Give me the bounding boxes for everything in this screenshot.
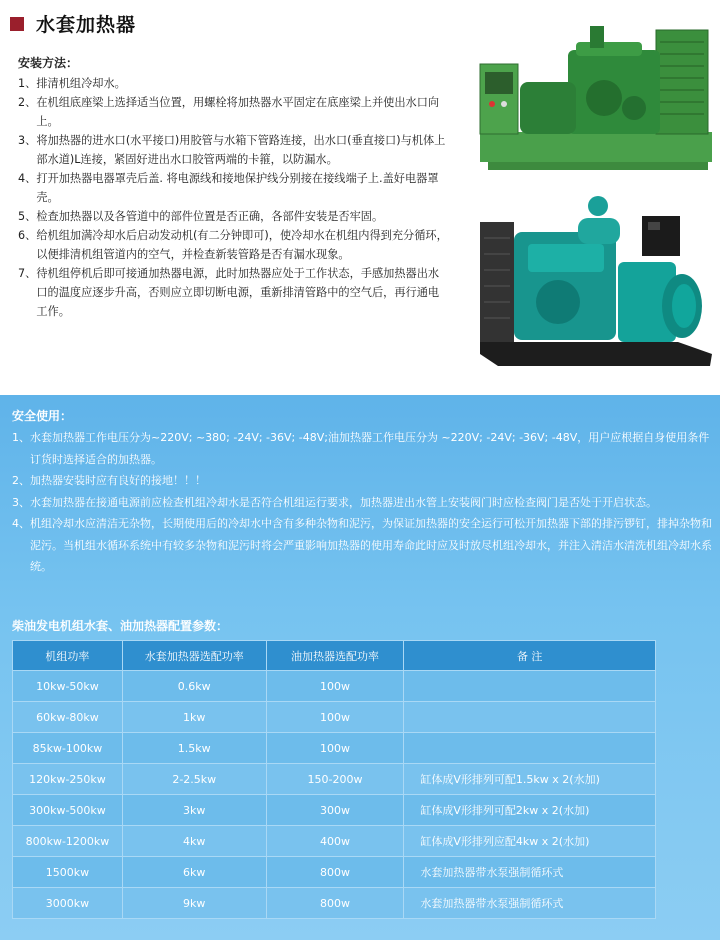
table-cell: 100w (266, 733, 404, 764)
table-cell: 120kw-250kw (13, 764, 123, 795)
table-cell: 0.6kw (122, 671, 266, 702)
install-item: 6、 给机组加满冷却水后启动发动机(有二分钟即可)，使冷却水在机组内得到充分循环，以便排清机组管道内的空气，并检查新装管路是否有漏水现象。 (18, 229, 448, 261)
generator-image-teal (478, 192, 714, 368)
safety-section (12, 407, 712, 578)
col-header: 机组功率 (13, 641, 123, 671)
safety-item: 1、 水套加热器工作电压分为~220V; ~380; -24V; -36V; -48V;油加热器工作电压分为 ~220V; -24V; -36V; -48V，用户应根据自身使用条件订货时选择适合的加热器。 (12, 431, 710, 466)
table-cell: 4kw (122, 826, 266, 857)
table-cell: 85kw-100kw (13, 733, 123, 764)
table-row (13, 888, 656, 919)
table-cell (404, 671, 656, 702)
spec-header-row (13, 641, 656, 671)
install-section (18, 54, 448, 321)
safety-item: 4、 机组冷却水应清洁无杂物，长期使用后的冷却水中含有多种杂物和泥污，为保证加热器的安全运行可松开加热器下部的排污锣钉，排掉杂物和泥污。当机组水循环系统中有较多杂物和泥污时将会严重影响加热器的使用寿命此时应及时放尽机组冷却水，并注入清洁水清洗机组冷却水系统。 (12, 517, 712, 573)
table-cell: 800w (266, 888, 404, 919)
table-row (13, 702, 656, 733)
safety-heading: 安全使用： (12, 409, 73, 423)
install-item: 7、 待机组停机后即可接通加热器电源，此时加热器应处于工作状态，手感加热器出水口的温度应逐步升高，否则应立即切断电源，重新排清管路中的空气后，再行通电工作。 (18, 267, 440, 318)
install-item: 3、 将加热器的进水口(水平接口)用胶管与水箱下管路连接，出水口(垂直接口)与机体上部水道)L连接，紧固好进出水口胶管两端的卡箍，以防漏水。 (18, 134, 446, 166)
safety-item: 3、 水套加热器在接通电源前应检查机组冷却水是否符合机组运行要求，加热器进出水管上安装阀门时应检查阀门是否处于开启状态。 (12, 495, 657, 509)
table-row (13, 795, 656, 826)
table-cell: 300w (266, 795, 404, 826)
table-cell: 1500kw (13, 857, 123, 888)
table-cell: 100w (266, 702, 404, 733)
table-cell: 800w (266, 857, 404, 888)
safety-item: 2、 加热器安装时应有良好的接地！！！ (12, 474, 206, 487)
table-cell (404, 702, 656, 733)
page-title: 水套加热器 (36, 14, 137, 36)
title-marker (10, 17, 24, 31)
table-row (13, 733, 656, 764)
table-cell: 800kw-1200kw (13, 826, 123, 857)
table-cell: 水套加热器带水泵强制循环式 (404, 888, 656, 919)
install-item: 5、 检查加热器以及各管道中的部件位置是否正确，各部件安装是否牢固。 (18, 210, 384, 223)
table-row (13, 764, 656, 795)
table-cell: 100w (266, 671, 404, 702)
table-cell: 3kw (122, 795, 266, 826)
table-cell: 9kw (122, 888, 266, 919)
table-cell: 400w (266, 826, 404, 857)
install-item: 4、 打开加热器电器罩壳后盖. 将电源线和接地保护线分别接在接线端子上.盖好电器罩壳。 (18, 172, 439, 204)
table-cell: 缸体成V形排列可配2kw x 2(水加) (404, 795, 656, 826)
table-cell: 300kw-500kw (13, 795, 123, 826)
spec-heading: 柴油发电机组水套、油加热器配置参数： (12, 619, 229, 633)
table-row (13, 826, 656, 857)
install-item: 2、 在机组底座梁上选择适当位置，用螺栓将加热器水平固定在底座梁上并使出水口向上。 (18, 96, 440, 128)
col-header: 备 注 (404, 641, 656, 671)
table-cell: 150-200w (266, 764, 404, 795)
col-header: 油加热器选配功率 (266, 641, 404, 671)
title-bar (10, 10, 136, 37)
table-cell (404, 733, 656, 764)
col-header: 水套加热器选配功率 (122, 641, 266, 671)
table-cell: 缸体成V形排列应配4kw x 2(水加) (404, 826, 656, 857)
table-row (13, 857, 656, 888)
table-cell: 水套加热器带水泵强制循环式 (404, 857, 656, 888)
table-cell: 60kw-80kw (13, 702, 123, 733)
table-cell: 1.5kw (122, 733, 266, 764)
table-cell: 6kw (122, 857, 266, 888)
top-section (0, 0, 720, 395)
table-row (13, 671, 656, 702)
bottom-section (0, 395, 720, 940)
install-item: 1、 排清机组冷却水。 (18, 77, 126, 90)
table-cell: 3000kw (13, 888, 123, 919)
table-cell: 1kw (122, 702, 266, 733)
generator-image-green (476, 12, 714, 172)
install-heading: 安装方法： (18, 56, 79, 70)
spec-table (12, 640, 656, 919)
table-cell: 10kw-50kw (13, 671, 123, 702)
table-cell: 缸体成V形排列可配1.5kw x 2(水加) (404, 764, 656, 795)
table-cell: 2-2.5kw (122, 764, 266, 795)
